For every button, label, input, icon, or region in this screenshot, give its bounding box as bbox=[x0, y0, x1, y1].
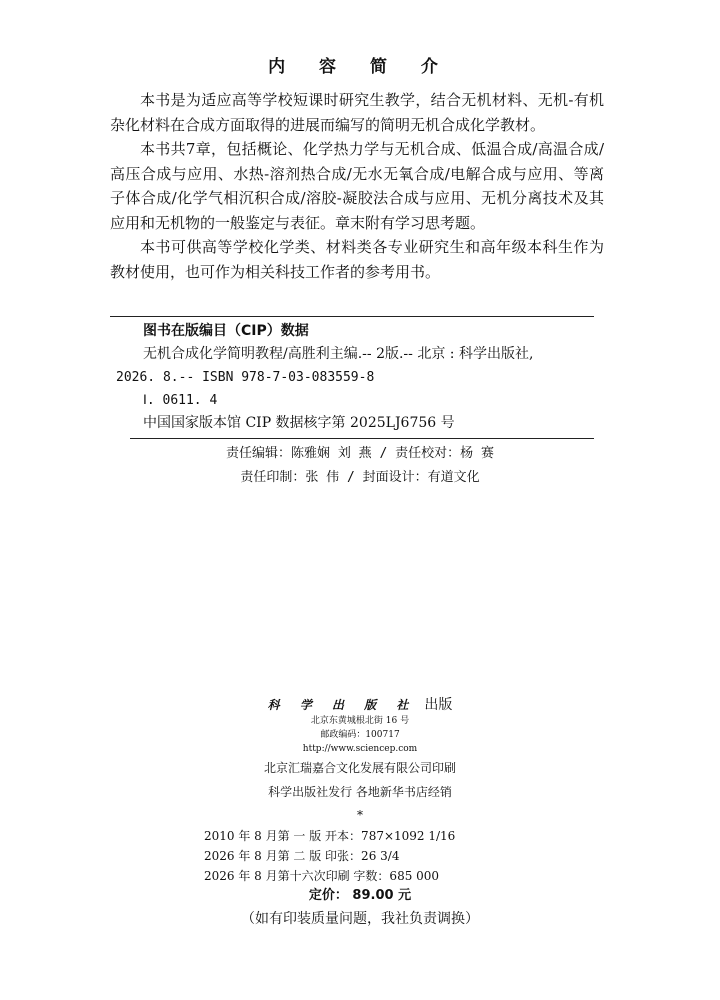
publisher-postcode: 邮政编码：100717 bbox=[320, 730, 400, 740]
summary-paragraph: 本书可供高等学校化学类、材料类各专业研究生和高年级本科生作为教材使用，也可作为相关科技工作者的参考用书。 bbox=[110, 238, 604, 281]
cip-bottom-divider bbox=[130, 438, 594, 439]
cip-record-number: 中国国家版本馆 CIP 数据核字第 2025LJ6756 号 bbox=[143, 415, 455, 431]
price: 定价： 89.00 元 bbox=[308, 888, 412, 903]
cip-top-divider bbox=[110, 316, 594, 317]
publisher-block bbox=[0, 694, 720, 804]
page-title: 内 容 简 介 bbox=[268, 57, 452, 77]
summary-paragraph: 本书是为适应高等学校短课时研究生教学，结合无机材料、无机-有机杂化材料在合成方面取得的进展而编写的简明无机合成化学教材。 bbox=[110, 91, 604, 134]
cip-block bbox=[116, 320, 603, 435]
edition-row: 2026 年 8 月第十六次印刷 字数：685 000 bbox=[204, 869, 440, 883]
publisher-website: http://www.sciencep.com bbox=[302, 744, 418, 754]
separator-star: * bbox=[357, 808, 363, 822]
distribution-line: 科学出版社发行 各地新华书店经销 bbox=[268, 785, 452, 799]
cip-classification: Ⅰ. 0611. 4 bbox=[143, 393, 218, 408]
summary-paragraph: 本书共7章，包括概论、化学热力学与无机合成、低温合成/高温合成/高压合成与应用、水热-溶剂热合成/无水无氧合成/电解合成与应用、等离子体合成/化学气相沉积合成/溶胶-凝胶法合成与应用、无机分离技术及其应用和无机物的一般鉴定与表征。章末附有学习思考题。 bbox=[110, 140, 604, 232]
cip-bibliographic-line: 无机合成化学简明教程/高胜利主编.-- 2版.-- 北京 : 科学出版社, bbox=[143, 346, 534, 362]
content-summary bbox=[110, 88, 604, 284]
printer-line: 北京汇瑞嘉合文化发展有限公司印刷 bbox=[263, 761, 456, 775]
cip-isbn-line: 2026. 8.-- ISBN 978-7-03-083559-8 bbox=[116, 370, 375, 385]
credits-production: 责任印制：张 伟 / 封面设计：有道文化 bbox=[240, 470, 480, 485]
edition-row: 2026 年 8 月第 二 版 印张：26 3/4 bbox=[204, 849, 400, 863]
edition-row: 2010 年 8 月第 一 版 开本：787×1092 1/16 bbox=[204, 829, 456, 843]
publisher-address: 北京东黄城根北街 16 号 bbox=[310, 716, 410, 726]
cip-heading: 图书在版编目（CIP）数据 bbox=[143, 323, 309, 339]
editorial-credits bbox=[0, 442, 720, 490]
publisher-name-line bbox=[0, 694, 720, 714]
publisher-name: 科 学 出 版 社 bbox=[267, 698, 417, 712]
edition-info bbox=[204, 826, 455, 886]
credits-editors: 责任编辑：陈雅娴 刘 燕 / 责任校对：杨 赛 bbox=[226, 446, 494, 461]
publisher-suffix: 出版 bbox=[424, 697, 453, 713]
quality-notice: （如有印装质量问题，我社负责调换） bbox=[241, 911, 479, 927]
